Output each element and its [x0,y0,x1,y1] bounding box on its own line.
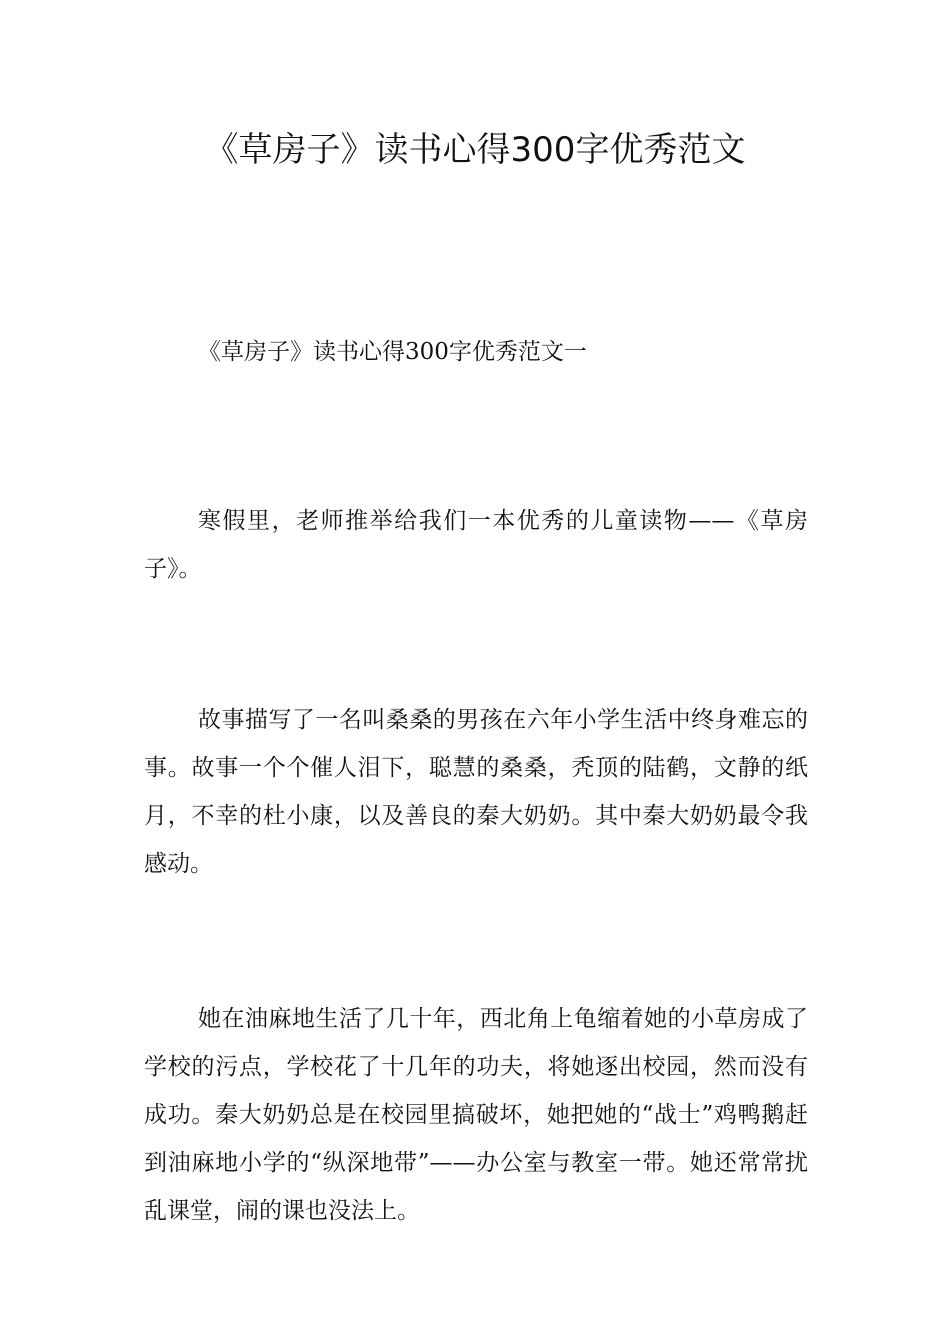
paragraph-3: 她在油麻地生活了几十年，西北角上龟缩着她的小草房成了学校的污点，学校花了十几年的功夫，将她逐出校园，然而没有成功。秦大奶奶总是在校园里搞破坏，她把她的“战士”鸡鸭鹅赶到油麻地小学的“纵深地带”——办公室与教室一带。她还常常扰乱课堂，闹的课也没法上。 [144,1006,808,1224]
document-title: 《草房子》读书心得300字优秀范文 [204,130,746,170]
paragraph-2: 故事描写了一名叫桑桑的男孩在六年小学生活中终身难忘的事。故事一个个催人泪下，聪慧的桑桑，秃顶的陆鹤，文静的纸月，不幸的杜小康，以及善良的秦大奶奶。其中秦大奶奶最令我感动。 [144,707,808,877]
section-heading: 《草房子》读书心得300字优秀范文一 [198,339,587,365]
paragraph-1: 寒假里，老师推举给我们一本优秀的儿童读物——《草房子》。 [144,508,808,582]
